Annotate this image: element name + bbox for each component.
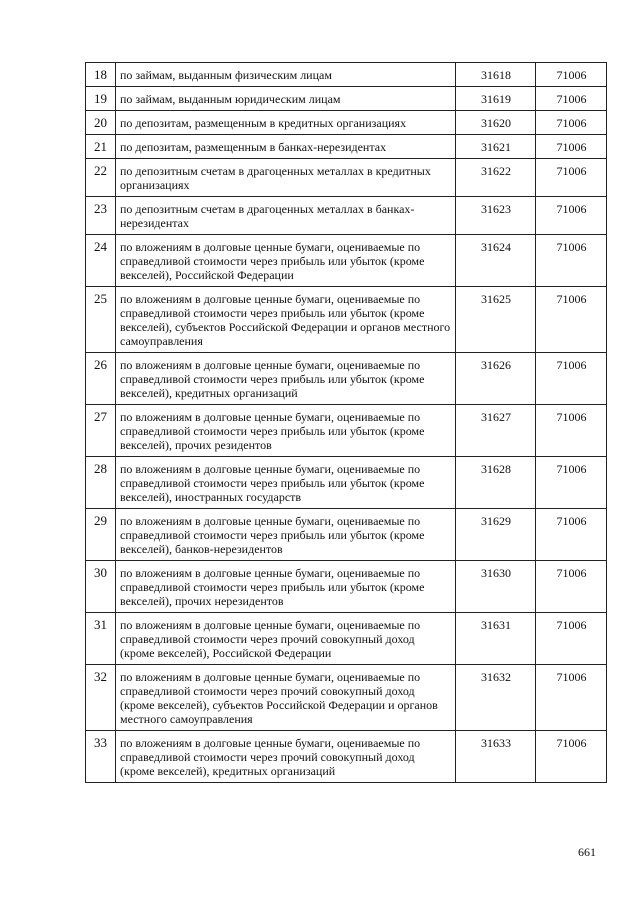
account-number: 31629 — [456, 509, 536, 561]
table-row — [86, 235, 607, 287]
row-number: 24 — [86, 235, 116, 287]
account-number: 31625 — [456, 287, 536, 353]
row-description: по вложениям в долговые ценные бумаги, оцениваемые по справедливой стоимости через прибыль или убыток (кроме векселей), банков-нерезидентов — [116, 509, 456, 561]
row-number: 33 — [86, 731, 116, 783]
row-number: 31 — [86, 613, 116, 665]
account-number: 31631 — [456, 613, 536, 665]
row-description: по депозитным счетам в драгоценных металлах в кредитных организациях — [116, 159, 456, 197]
table-row — [86, 561, 607, 613]
account-number: 31624 — [456, 235, 536, 287]
symbol-code: 71006 — [536, 613, 607, 665]
symbol-code: 71006 — [536, 87, 607, 111]
row-description: по депозитам, размещенным в банках-нерезидентах — [116, 135, 456, 159]
symbol-code: 71006 — [536, 111, 607, 135]
table-row — [86, 197, 607, 235]
row-description: по займам, выданным физическим лицам — [116, 63, 456, 87]
account-number: 31621 — [456, 135, 536, 159]
account-number: 31632 — [456, 665, 536, 731]
symbol-code: 71006 — [536, 135, 607, 159]
table-row — [86, 731, 607, 783]
row-number: 22 — [86, 159, 116, 197]
symbol-code: 71006 — [536, 457, 607, 509]
row-description: по вложениям в долговые ценные бумаги, оцениваемые по справедливой стоимости через прибыль или убыток (кроме векселей), иностранных государств — [116, 457, 456, 509]
row-number: 26 — [86, 353, 116, 405]
row-number: 25 — [86, 287, 116, 353]
account-number: 31619 — [456, 87, 536, 111]
account-number: 31633 — [456, 731, 536, 783]
symbol-code: 71006 — [536, 287, 607, 353]
row-description: по вложениям в долговые ценные бумаги, оцениваемые по справедливой стоимости через прибыль или убыток (кроме векселей), прочих нерезидентов — [116, 561, 456, 613]
row-number: 32 — [86, 665, 116, 731]
row-description: по вложениям в долговые ценные бумаги, оцениваемые по справедливой стоимости через прибыль или убыток (кроме векселей), прочих резидентов — [116, 405, 456, 457]
table-row — [86, 405, 607, 457]
row-number: 27 — [86, 405, 116, 457]
accounts-table — [85, 62, 607, 783]
symbol-code: 71006 — [536, 561, 607, 613]
symbol-code: 71006 — [536, 665, 607, 731]
row-number: 19 — [86, 87, 116, 111]
row-description: по вложениям в долговые ценные бумаги, оцениваемые по справедливой стоимости через прибыль или убыток (кроме векселей), кредитных организаций — [116, 353, 456, 405]
row-number: 30 — [86, 561, 116, 613]
table-row — [86, 87, 607, 111]
row-number: 21 — [86, 135, 116, 159]
table-row — [86, 111, 607, 135]
row-number: 23 — [86, 197, 116, 235]
account-number: 31627 — [456, 405, 536, 457]
table-row — [86, 353, 607, 405]
row-description: по депозитным счетам в драгоценных металлах в банках-нерезидентах — [116, 197, 456, 235]
page-number: 661 — [578, 845, 596, 859]
symbol-code: 71006 — [536, 405, 607, 457]
symbol-code: 71006 — [536, 197, 607, 235]
row-description: по вложениям в долговые ценные бумаги, оцениваемые по справедливой стоимости через прибыль или убыток (кроме векселей), Российской Федерации — [116, 235, 456, 287]
row-number: 28 — [86, 457, 116, 509]
table-row — [86, 135, 607, 159]
symbol-code: 71006 — [536, 63, 607, 87]
table-row — [86, 287, 607, 353]
table-row — [86, 613, 607, 665]
account-number: 31620 — [456, 111, 536, 135]
row-number: 18 — [86, 63, 116, 87]
table-row — [86, 457, 607, 509]
account-number: 31618 — [456, 63, 536, 87]
symbol-code: 71006 — [536, 235, 607, 287]
row-description: по вложениям в долговые ценные бумаги, оцениваемые по справедливой стоимости через прочий совокупный доход (кроме векселей), Российской Федерации — [116, 613, 456, 665]
symbol-code: 71006 — [536, 509, 607, 561]
table-row — [86, 665, 607, 731]
account-number: 31622 — [456, 159, 536, 197]
table-row — [86, 159, 607, 197]
row-description: по вложениям в долговые ценные бумаги, оцениваемые по справедливой стоимости через прибыль или убыток (кроме векселей), субъектов Российской Федерации и органов местного самоуправления — [116, 287, 456, 353]
row-description: по вложениям в долговые ценные бумаги, оцениваемые по справедливой стоимости через прочий совокупный доход (кроме векселей), кредитных организаций — [116, 731, 456, 783]
table-body — [86, 63, 607, 783]
row-description: по вложениям в долговые ценные бумаги, оцениваемые по справедливой стоимости через прочий совокупный доход (кроме векселей), субъектов Российской Федерации и органов местного самоуправления — [116, 665, 456, 731]
row-number: 29 — [86, 509, 116, 561]
account-number: 31628 — [456, 457, 536, 509]
row-number: 20 — [86, 111, 116, 135]
row-description: по депозитам, размещенным в кредитных организациях — [116, 111, 456, 135]
symbol-code: 71006 — [536, 159, 607, 197]
table-row — [86, 509, 607, 561]
table-row — [86, 63, 607, 87]
account-number: 31630 — [456, 561, 536, 613]
account-number: 31623 — [456, 197, 536, 235]
row-description: по займам, выданным юридическим лицам — [116, 87, 456, 111]
symbol-code: 71006 — [536, 353, 607, 405]
symbol-code: 71006 — [536, 731, 607, 783]
account-number: 31626 — [456, 353, 536, 405]
